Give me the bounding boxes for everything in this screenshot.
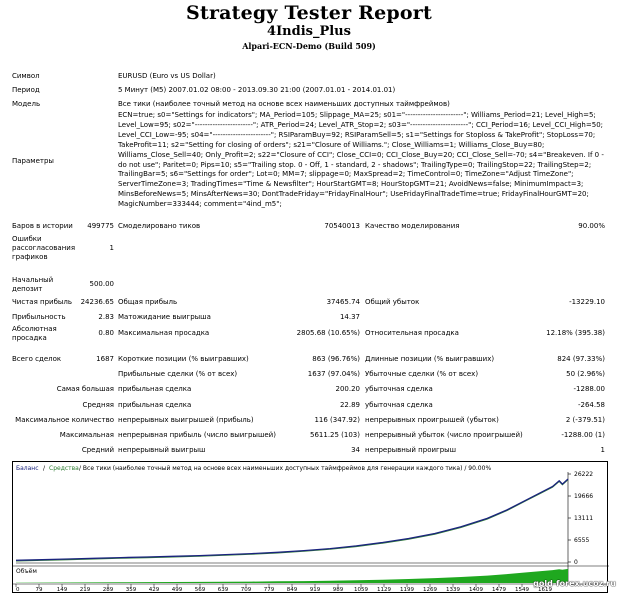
x-tick-label: 1269 [423,587,437,593]
model-label: Модель [12,100,41,108]
legend-description: / Все тики (наиболее точный метод на основе всех наименьших доступных таймфреймов для генерации каждого тика) / 90.00% [79,465,492,472]
volume-area [16,569,568,583]
expected-label: Матожидание выигрыша [118,313,211,321]
average-profit-value: 22.89 [339,401,360,409]
largest-loss-value: -1288.00 [573,385,605,393]
x-tick-label: 289 [102,587,114,593]
params-label: Параметры [12,157,54,165]
balance-line [16,479,568,560]
expected-value: 14.37 [339,313,360,321]
average-loss-value: -264.58 [577,401,605,409]
reldd-value: 12.18% (395.38) [546,329,605,337]
params-value: ECN=true; s0="Settings for indicators"; MA_Period=105; Slippage_MA=25; s01="-----------------------"; Williams_Period=21; Level_High=5; Level_Low=95; s02="-----------------------"; ATR_Period=24; Level_ATR_Stop=2; s03="-----------------------"; CCI_Period=16; Level_CCI_High=50; Level_CCI_Low=-95; s04="-----------------------"; RSIParamBuy=92; RSIParamSell=5; s1="Settings for Stoploss & TakeProfit"; StopLoss=70; TakeProfit=11; s2="Setting for closing of orders"; s21="Closure of Williams."; Close_Williams=1; Williams_Close_Buy=80; Williams_Close_Sell=40; Only_Profit=2; s22="Closure of CCI"; Close_CCI=0; CCI_Close_Buy=20; CCI_Close_Sell=-70; s4="Breakeven. If 0 - do not use"; Paritet=0; Pips=10; s5="Trailing stop. 0 - Off, 1 - standard, 2 - shadows"; TrailingType=0; TrailingStop=22; TrailingStep=2; TrailingBar=5; s6="Settings for order"; Lot=0; MM=7; slippage=0; MaxSpread=2; TimeControl=0; TimeZone="Adjust TimeZone"; ServerTimeZone=3; TradingTimes="Time & Newsfilter"; HourStartGMT=8; HourStopGMT=21; AvoidNews=false; MinimumImpact=3; MinsBeforeNews=5; MinsAfterNews=30; DontTradeFriday="FridayFinalHour"; UseFridayFinalTradeTime=true; FridayFinalHourGMT=20; MagicNumber=333444; comment="4ind_m5"; [118,111,604,209]
balance-chart-svg [13,462,609,594]
ticks-value: 70540013 [324,222,360,230]
y-tick-label: 13111 [574,515,594,522]
maxdd-value: 2805.68 (10.65%) [296,329,360,337]
deposit-value: 500.00 [89,280,114,288]
period-value: 5 Минут (M5) 2007.01.02 08:00 - 2013.09.30 21:00 (2007.01.01 - 2014.01.01) [118,86,396,94]
maxcount-prefix: Максимальное количество [15,416,114,424]
pf-label: Прибыльность [12,313,66,321]
model-value: Все тики (наиболее точный метод на основе всех наименьших доступных таймфреймов) [118,100,450,108]
x-tick-label: 1479 [492,587,506,593]
maxamount-prefix: Максимальная [59,431,114,439]
maxamount-profit-value: 5611.25 (103) [310,431,360,439]
symbol-value: EURUSD (Euro vs US Dollar) [118,72,216,80]
avgcons-losses-value: 1 [600,446,605,454]
profit-trades-value: 1637 (97.04%) [307,370,360,378]
x-tick-label: 709 [240,587,252,593]
maxamount-loss-value: -1288.00 (1) [561,431,605,439]
trades-value: 1687 [96,355,114,363]
netprofit-value: 24236.65 [80,298,114,306]
bars-label: Баров в истории [12,222,73,230]
maxcount-losses-label: непрерывных проигрышей (убыток) [365,416,499,424]
x-tick-label: 1549 [515,587,529,593]
largest-loss-label: убыточная сделка [365,385,433,393]
absdd-value: 0.80 [98,329,114,337]
x-tick-label: 919 [309,587,321,593]
x-tick-label: 79 [35,587,43,593]
maxcount-wins-label: непрерывных выигрышей (прибыль) [118,416,254,424]
balance-chart [12,461,608,593]
maxdd-label: Максимальная просадка [118,329,210,337]
quality-value: 90.00% [578,222,605,230]
avgcons-wins-label: непрерывный выигрыш [118,446,206,454]
absdd-label: Абсолютная [12,325,57,333]
loss-trades-label: Убыточные сделки (% от всех) [365,370,479,378]
errors-label: рассогласования [12,244,76,252]
equity-line [16,480,568,561]
x-tick-label: 1059 [354,587,368,593]
absdd-label: просадка [12,334,47,342]
average-profit-label: прибыльная сделка [118,401,192,409]
x-tick-label: 989 [332,587,344,593]
deposit-label: депозит [12,285,43,293]
x-tick-label: 149 [56,587,68,593]
average-loss-label: убыточная сделка [365,401,433,409]
largest-prefix: Самая большая [56,385,114,393]
legend-balance: Баланс [16,465,39,472]
x-tick-label: 849 [286,587,298,593]
x-tick-label: 1199 [400,587,414,593]
x-tick-label: 779 [263,587,275,593]
x-tick-label: 639 [217,587,229,593]
y-tick-label: 19666 [574,493,594,501]
pf-value: 2.83 [98,313,114,321]
expert-name: 4Indis_Plus [267,24,351,39]
bars-value: 499775 [87,222,114,230]
legend-separator: / [43,465,46,472]
symbol-label: Символ [12,72,40,80]
x-tick-label: 219 [79,587,91,593]
grossloss-value: -13229.10 [569,298,605,306]
deposit-label: Начальный [12,276,54,284]
x-tick-label: 359 [125,587,137,593]
ticks-label: Смоделировано тиков [118,222,201,230]
short-value: 863 (96.76%) [312,355,360,363]
profit-trades-label: Прибыльные сделки (% от всех) [118,370,238,378]
netprofit-label: Чистая прибыль [12,298,73,306]
reldd-label: Относительная просадка [365,329,459,337]
grossprofit-value: 37465.74 [326,298,360,306]
x-tick-label: 1619 [538,587,552,593]
maxcount-wins-value: 116 (347.92) [314,416,360,424]
long-value: 824 (97.33%) [557,355,605,363]
avgcons-prefix: Средний [81,446,114,454]
maxcount-losses-value: 2 (-379.51) [565,416,605,424]
average-prefix: Средняя [82,401,114,409]
errors-label: Ошибки [12,235,42,243]
avgcons-losses-label: непрерывный проигрыш [365,446,457,454]
grossloss-label: Общий убыток [365,298,420,306]
period-label: Период [12,86,40,94]
report-title: Strategy Tester Report [186,2,432,24]
legend-equity: Средства [49,465,79,472]
x-tick-label: 0 [16,587,20,593]
errors-label: графиков [12,253,48,261]
x-tick-label: 429 [148,587,160,593]
y-tick-label: 6555 [574,537,590,545]
grossprofit-label: Общая прибыль [118,298,178,306]
quality-label: Качество моделирования [365,222,460,230]
maxamount-loss-label: непрерывный убыток (число проигрышей) [365,431,523,439]
long-label: Длинные позиции (% выигравших) [365,355,495,363]
short-label: Короткие позиции (% выигравших) [118,355,249,363]
x-tick-label: 1409 [469,587,483,593]
largest-profit-value: 200.20 [335,385,360,393]
y-tick-label: 0 [574,559,578,566]
largest-profit-label: прибыльная сделка [118,385,192,393]
maxamount-profit-label: непрерывная прибыль (число выигрышей) [118,431,276,439]
server-name: Alpari-ECN-Demo (Build 509) [242,41,376,51]
x-tick-label: 1339 [446,587,460,593]
loss-trades-value: 50 (2.96%) [566,370,605,378]
x-tick-label: 499 [171,587,183,593]
x-tick-label: 569 [194,587,206,593]
watermark: gold-forex.ucoz.ru [533,579,616,588]
volume-label: Объём [16,568,37,575]
avgcons-wins-value: 34 [351,446,360,454]
trades-label: Всего сделок [12,355,62,363]
y-tick-label: 26222 [574,471,594,478]
x-tick-label: 1129 [377,587,391,593]
errors-value: 1 [109,244,114,252]
